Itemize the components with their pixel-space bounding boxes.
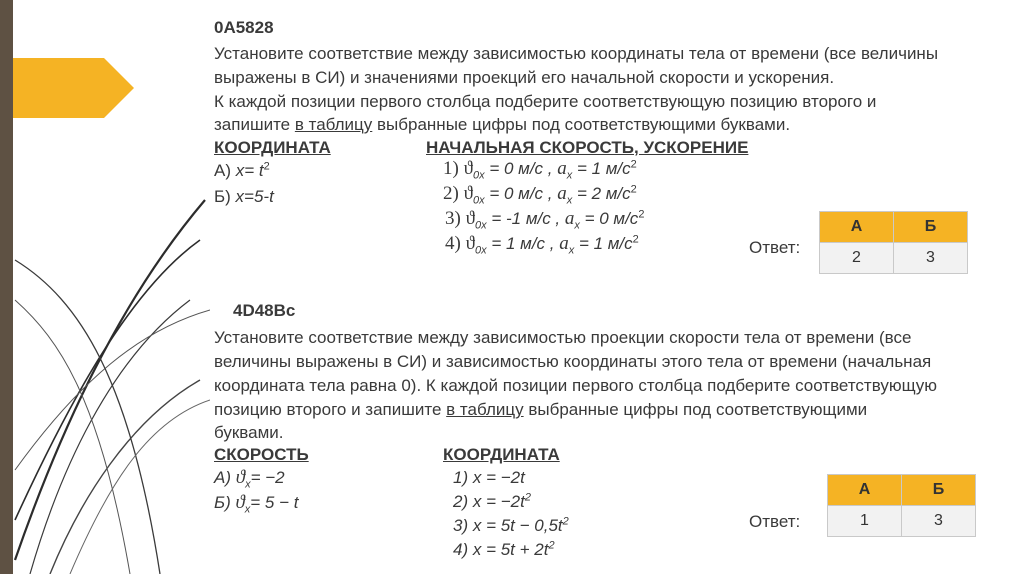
task1-option-1-vsub: 0x xyxy=(472,169,485,182)
task2-option-3-expr: x = 5t − 0,5t xyxy=(472,516,563,535)
task1-option-1-asub: x xyxy=(566,169,573,182)
task2-answer-header-a: А xyxy=(828,475,902,506)
task2-text-line-1: Установите соответствие между зависимостью проекции скорости тела от времени (все xyxy=(214,328,912,347)
task1-option-3-vval: = -1 м/с , xyxy=(486,209,565,228)
task1-option-4-v: ϑ xyxy=(465,233,475,254)
task1-option-1-aval: = 1 м/с xyxy=(572,159,631,178)
task2-option-2-num: 2) xyxy=(453,492,473,511)
task1-answer-label: Ответ: xyxy=(749,238,801,257)
task2-option-4-exp: 2 xyxy=(548,539,555,552)
task2-line4-pre: позицию второго и запишите xyxy=(214,400,447,419)
task1-b-expr: x=5-t xyxy=(235,187,274,206)
task2-option-3 xyxy=(453,515,569,537)
task1-col1-header: КООРДИНАТА xyxy=(214,138,331,157)
task1-option-3-asub: x xyxy=(574,219,580,232)
task1-answer-table xyxy=(819,211,968,274)
task1-option-3-a: a xyxy=(564,208,575,229)
task1-option-4 xyxy=(445,233,639,255)
task2-b-label: Б) xyxy=(214,493,236,512)
task1-option-1-aexp: 2 xyxy=(630,158,637,171)
task1-text-line-2: выражены в СИ) и значениями проекций его начальной скорости и ускорения. xyxy=(214,68,835,87)
task1-option-1-vval: = 0 м/с , xyxy=(484,159,558,178)
task1-option-4-a: a xyxy=(559,233,569,254)
task2-b-v: ϑ xyxy=(235,492,245,513)
task1-b-label: Б) xyxy=(214,187,236,206)
task2-a-val: = −2 xyxy=(250,468,285,487)
task1-code: 0A5828 xyxy=(214,18,274,37)
task2-a-v: ϑ xyxy=(235,467,246,488)
task2-item-a xyxy=(214,467,285,489)
task2-answer-value-a: 1 xyxy=(828,506,902,537)
task2-a-sub: x xyxy=(245,478,251,491)
task2-text-line-5: буквами. xyxy=(214,423,284,442)
task1-answer-value-a: 2 xyxy=(820,243,894,274)
theme-decoration xyxy=(0,0,210,574)
task1-option-1-num: 1) xyxy=(443,158,459,179)
task2-b-sub: x xyxy=(244,503,251,516)
task2-option-4-expr: x = 5t + 2t xyxy=(472,540,549,559)
task2-answer-header-b: Б xyxy=(902,475,976,506)
task1-col2-header: НАЧАЛЬНАЯ СКОРОСТЬ, УСКОРЕНИЕ xyxy=(426,138,749,157)
task2-code: 4D48Bc xyxy=(233,301,296,320)
task2-col1-header: СКОРОСТЬ xyxy=(214,445,309,464)
task2-answer-table xyxy=(827,474,976,537)
task1-option-3-aexp: 2 xyxy=(638,208,645,221)
task1-option-2-v: ϑ xyxy=(463,183,473,204)
task1-option-3 xyxy=(445,208,644,230)
task2-text-line-3: координата тела равна 0). К каждой позиции первого столбца подберите соответствующую xyxy=(214,376,938,395)
task2-option-2 xyxy=(453,491,531,513)
task2-option-3-num: 3) xyxy=(453,516,473,535)
task2-option-4 xyxy=(453,539,555,561)
task2-b-val: = 5 − t xyxy=(250,493,299,512)
task2-option-4-num: 4) xyxy=(453,540,473,559)
task2-line4-post: выбранные цифры под соответствующими xyxy=(523,400,868,419)
task1-option-4-aexp: 2 xyxy=(632,233,639,246)
task1-text-line-1: Установите соответствие между зависимостью координаты тела от времени (все величины xyxy=(214,44,939,63)
task2-col2-header: КООРДИНАТА xyxy=(443,445,560,464)
task1-option-4-vsub: 0x xyxy=(474,244,487,257)
task1-line4-post: выбранные цифры под соответствующими буквами. xyxy=(372,115,791,134)
task1-text-line-4 xyxy=(214,114,790,136)
task1-option-1 xyxy=(443,158,637,180)
task2-answer-value-b: 3 xyxy=(902,506,976,537)
task2-answer-label: Ответ: xyxy=(749,512,801,531)
task1-table-link: в таблицу xyxy=(294,115,373,134)
task1-option-3-num: 3) xyxy=(445,208,461,229)
task1-option-2-aexp: 2 xyxy=(630,183,637,196)
task2-a-label: А) xyxy=(214,468,236,487)
task2-option-1 xyxy=(453,467,525,489)
task1-option-2-vsub: 0x xyxy=(472,194,485,207)
task2-table-link: в таблицу xyxy=(446,400,524,419)
task1-item-b xyxy=(214,186,274,208)
task1-item-a xyxy=(214,160,270,182)
task1-text-line-3: К каждой позиции первого столбца подберите соответствующую позицию второго и xyxy=(214,92,877,111)
task2-text-line-2: величины выражены в СИ) и зависимостью координаты этого тела от времени (начальная xyxy=(214,352,932,371)
task2-option-2-exp: 2 xyxy=(524,491,531,504)
task2-item-b xyxy=(214,492,298,514)
task1-a-exp: 2 xyxy=(263,160,270,173)
task1-option-1-v: ϑ xyxy=(463,158,473,179)
task1-option-3-aval: = 0 м/с xyxy=(579,209,639,228)
yellow-arrow-tab xyxy=(13,58,134,118)
task1-option-4-asub: x xyxy=(568,244,575,257)
task2-option-2-expr: x = −2t xyxy=(472,492,525,511)
task2-option-1-expr: x = −2t xyxy=(472,468,525,487)
task1-option-4-num: 4) xyxy=(445,233,461,254)
task1-a-expr: x= t xyxy=(235,161,264,180)
task1-option-2-aval: = 2 м/с xyxy=(572,184,631,203)
task1-option-3-v: ϑ xyxy=(465,208,475,229)
task1-answer-value-b: 3 xyxy=(894,243,968,274)
task1-line4-pre: запишите xyxy=(214,115,295,134)
task1-option-3-vsub: 0x xyxy=(474,219,487,232)
task2-text-line-4 xyxy=(214,399,867,421)
task1-option-2-num: 2) xyxy=(443,183,459,204)
task1-option-2-vval: = 0 м/с , xyxy=(484,184,558,203)
task1-option-2-asub: x xyxy=(566,194,573,207)
task1-answer-header-b: Б xyxy=(894,212,968,243)
task1-option-1-a: a xyxy=(557,158,567,179)
task1-option-4-vval: = 1 м/с , xyxy=(486,234,560,253)
task1-option-2-a: a xyxy=(557,183,567,204)
task2-option-1-num: 1) xyxy=(453,468,473,487)
task1-option-2 xyxy=(443,183,637,205)
task1-a-label: А) xyxy=(214,161,236,180)
task1-option-4-aval: = 1 м/с xyxy=(574,234,633,253)
task2-option-3-exp: 2 xyxy=(562,515,569,528)
task1-answer-header-a: А xyxy=(820,212,894,243)
